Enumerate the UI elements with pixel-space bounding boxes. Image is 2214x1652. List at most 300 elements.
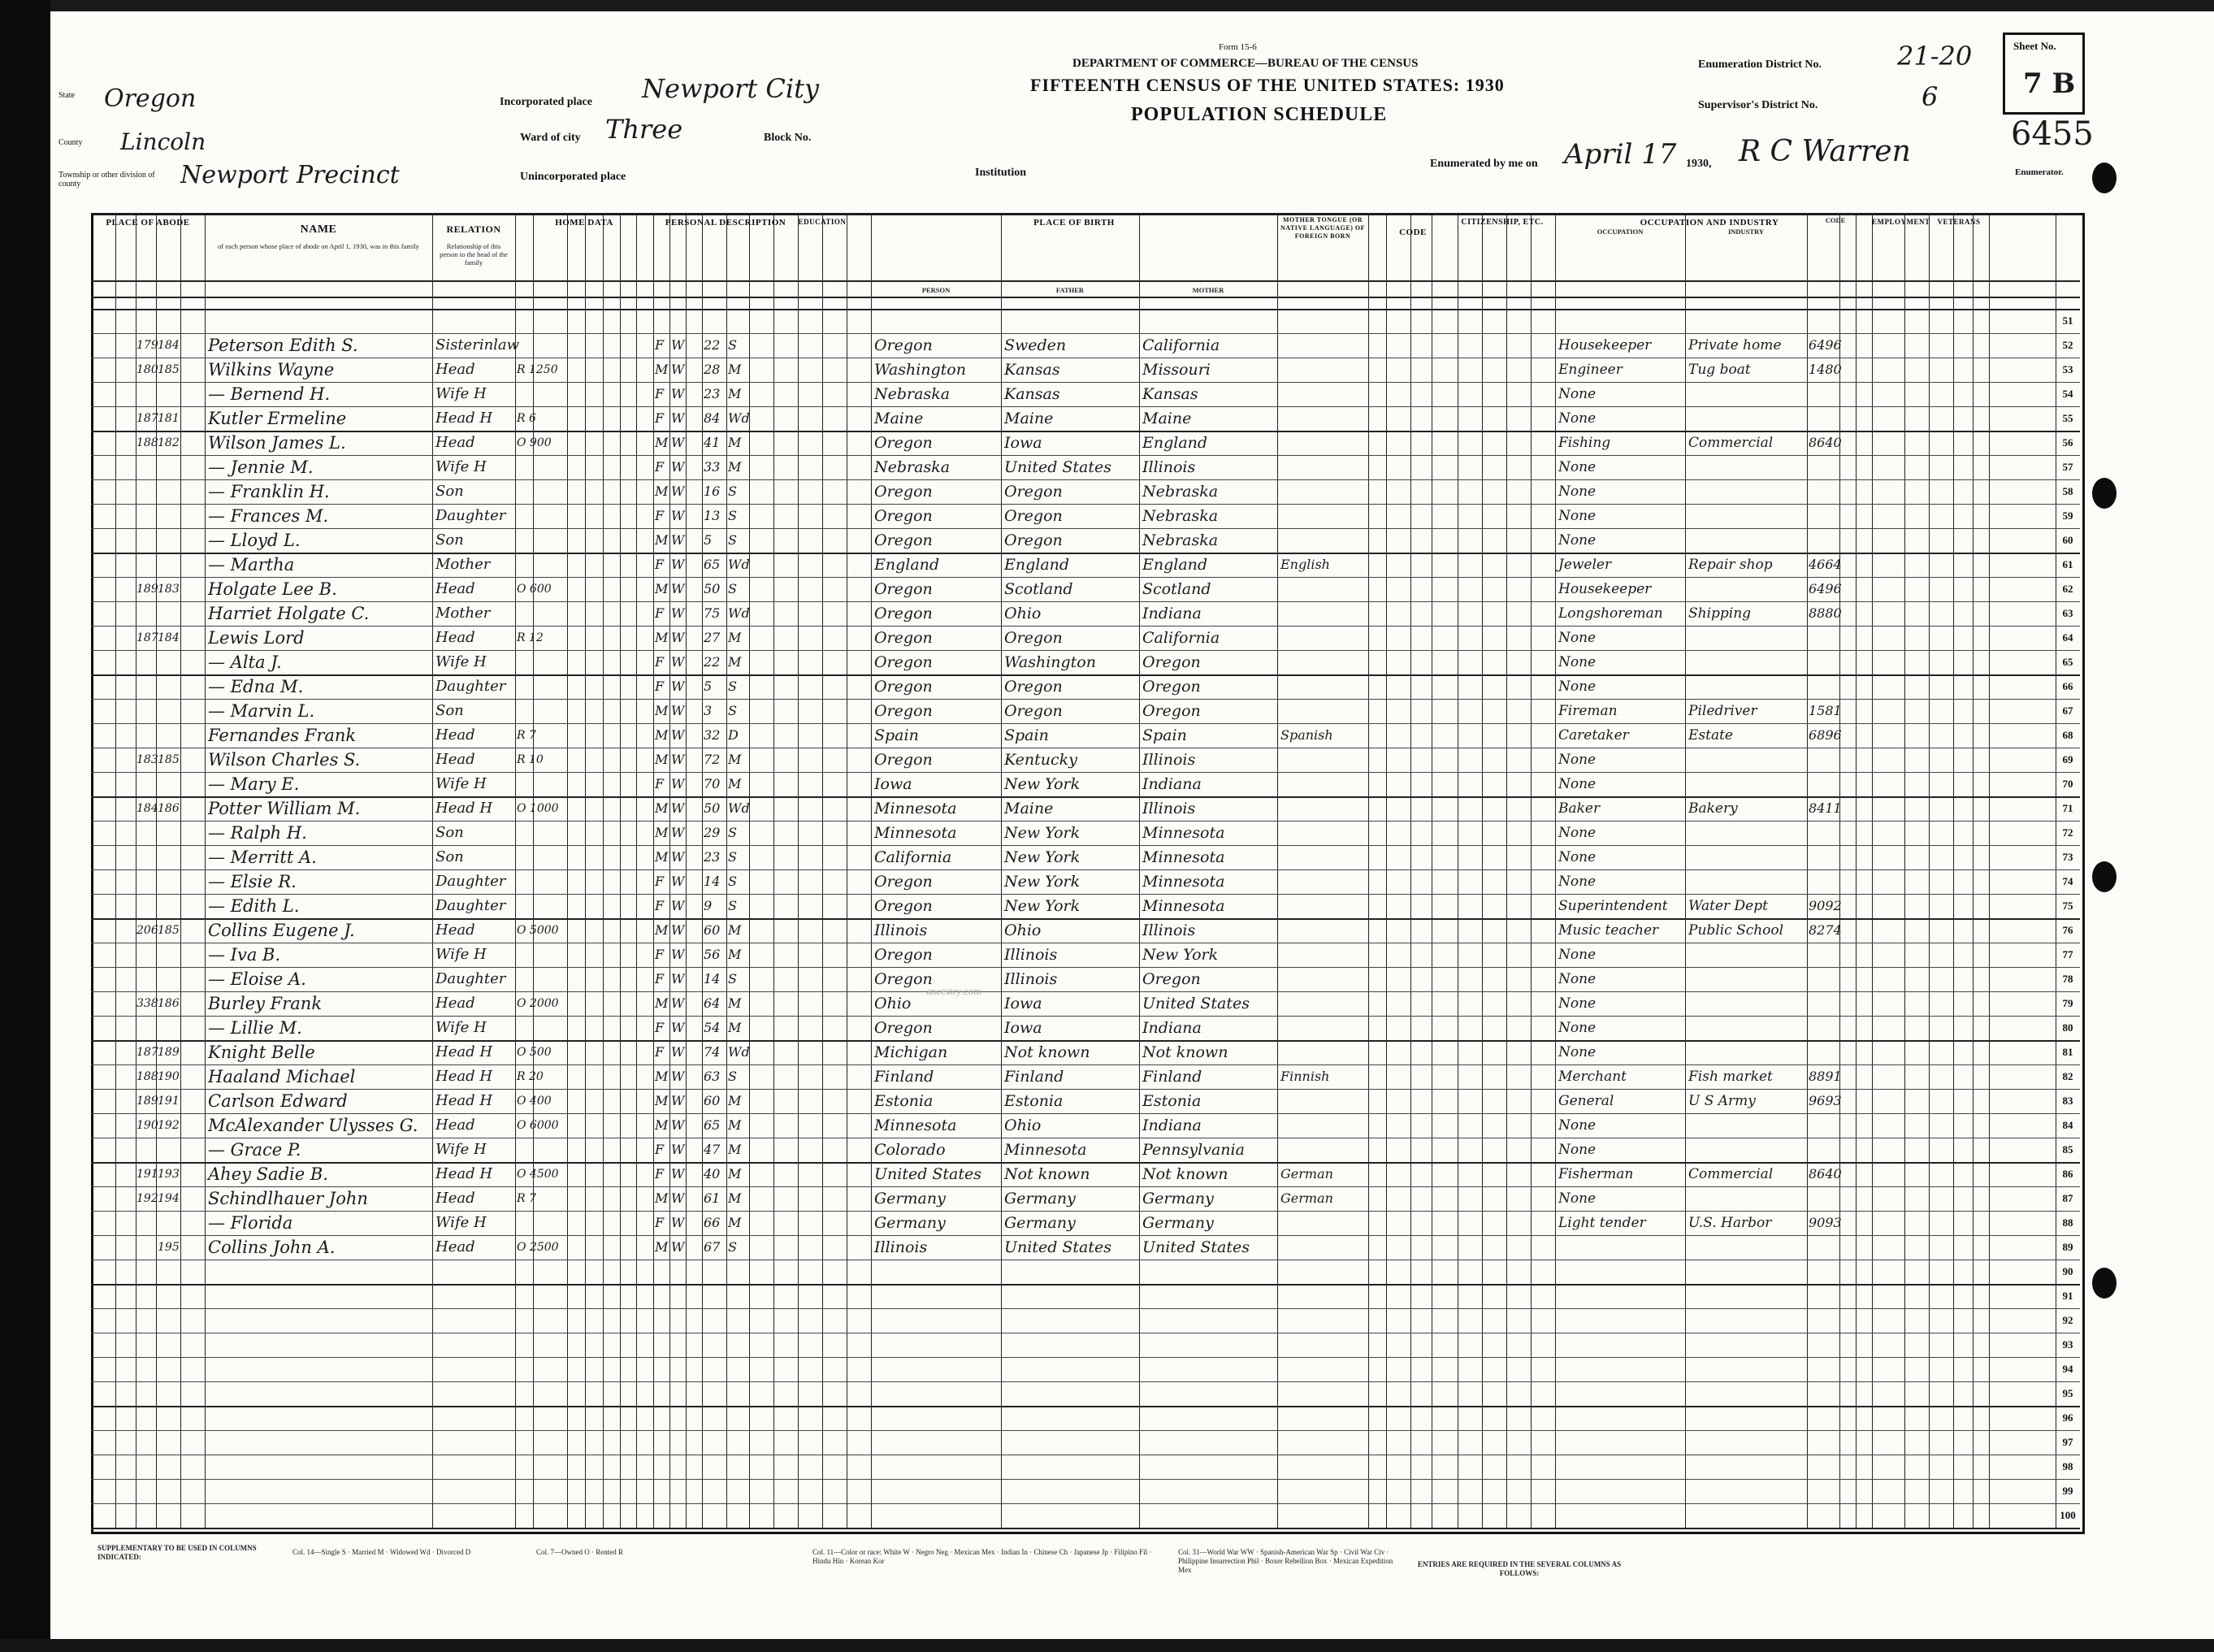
dwelling-number: 192 xyxy=(136,1192,158,1205)
stamp-number: 6455 xyxy=(2011,115,2094,153)
relation: Head H xyxy=(435,800,493,817)
marital-status: Wd xyxy=(728,557,750,572)
race: W xyxy=(671,995,685,1011)
birthplace-person: Oregon xyxy=(874,1019,933,1037)
age: 27 xyxy=(704,630,721,645)
industry-code: 9092 xyxy=(1809,898,1842,913)
age: 72 xyxy=(704,752,721,767)
dwelling-number: 189 xyxy=(136,1095,158,1108)
family-number: 186 xyxy=(158,802,180,815)
occupation: None xyxy=(1558,630,1597,646)
home-data: O 500 xyxy=(517,1046,552,1059)
birthplace-father: Sweden xyxy=(1004,336,1067,354)
race: W xyxy=(671,1215,685,1230)
person-name: Lewis Lord xyxy=(208,628,305,648)
grid-row-line xyxy=(91,723,2080,724)
race: W xyxy=(671,800,685,816)
grid-row-line xyxy=(91,1357,2080,1358)
line-number: 94 xyxy=(2062,1363,2073,1375)
birthplace-person: Colorado xyxy=(874,1141,946,1159)
person-name: — Iva B. xyxy=(208,945,281,965)
relation: Wife H xyxy=(435,775,487,792)
group-code: CODE xyxy=(1399,228,1427,237)
industry-code: 8274 xyxy=(1809,922,1842,938)
marital-status: M xyxy=(728,922,742,938)
race: W xyxy=(671,1190,685,1206)
birthplace-mother: England xyxy=(1142,556,1208,574)
industry-code: 8880 xyxy=(1809,605,1842,621)
form-number: Form 15-6 xyxy=(1219,42,1257,52)
occupation: None xyxy=(1558,483,1597,500)
sex: M xyxy=(655,362,669,377)
schedule-grid xyxy=(91,213,2085,1534)
marital-status: S xyxy=(728,849,737,865)
race: W xyxy=(671,1239,685,1255)
grid-row-line xyxy=(91,1186,2080,1187)
industry: Bakery xyxy=(1688,800,1738,817)
person-name: — Jennie M. xyxy=(208,457,314,477)
relation-subheader: Relationship of this person to the head of the family xyxy=(440,242,508,267)
age: 65 xyxy=(704,1117,721,1133)
line-number: 82 xyxy=(2062,1070,2073,1082)
grid-row-line xyxy=(91,333,2080,334)
grid-column-line xyxy=(636,213,637,1529)
birthplace-person: California xyxy=(874,848,952,866)
grid-column-line xyxy=(115,213,116,1529)
occupation: None xyxy=(1558,825,1597,841)
grid-row-line xyxy=(91,1528,2080,1529)
birthplace-person: Estonia xyxy=(874,1092,934,1110)
race: W xyxy=(671,1093,685,1108)
relation: Head xyxy=(435,434,475,451)
birthplace-person: Oregon xyxy=(874,483,933,501)
person-name: — Edna M. xyxy=(208,677,304,696)
punch-hole-icon xyxy=(2092,478,2117,509)
relation: Daughter xyxy=(435,897,506,914)
birthplace-mother: New York xyxy=(1142,946,1219,964)
state-label: State xyxy=(58,91,75,100)
birthplace-mother: Maine xyxy=(1142,410,1192,427)
birthplace-person: Germany xyxy=(874,1190,946,1208)
line-number: 79 xyxy=(2062,997,2073,1009)
sex: M xyxy=(655,727,669,743)
occupation: Fisherman xyxy=(1558,1166,1634,1182)
grid-row-line xyxy=(91,1381,2080,1382)
sex: F xyxy=(655,386,665,401)
relation: Daughter xyxy=(435,507,506,524)
occupation: None xyxy=(1558,1117,1597,1134)
birthplace-father: Ohio xyxy=(1004,921,1042,939)
race: W xyxy=(671,825,685,840)
birthplace-father: Maine xyxy=(1004,410,1054,427)
age: 63 xyxy=(704,1069,721,1084)
group-place-of-birth: PLACE OF BIRTH xyxy=(1033,218,1115,228)
age: 33 xyxy=(704,459,721,475)
race: W xyxy=(671,922,685,938)
family-number: 192 xyxy=(158,1119,180,1132)
marital-status: S xyxy=(728,971,737,986)
group-personal-description: PERSONAL DESCRIPTION xyxy=(665,218,786,228)
birthplace-father: Scotland xyxy=(1004,580,1073,598)
birthplace-person: Minnesota xyxy=(874,824,957,842)
sex: M xyxy=(655,825,669,840)
line-number: 57 xyxy=(2062,461,2073,473)
census-title: FIFTEENTH CENSUS OF THE UNITED STATES: 1930 xyxy=(1030,75,1505,95)
race: W xyxy=(671,1044,685,1060)
ward-value: Three xyxy=(605,114,683,145)
birthplace-person: Oregon xyxy=(874,702,933,720)
birthplace-mother: Nebraska xyxy=(1142,507,1219,525)
scan-edge-top xyxy=(0,0,2214,11)
race: W xyxy=(671,630,685,645)
birthplace-father: Kansas xyxy=(1004,361,1060,379)
grid-column-line xyxy=(1989,213,1990,1529)
occupation: Music teacher xyxy=(1558,922,1659,939)
marital-status: M xyxy=(728,1190,742,1206)
birthplace-mother: United States xyxy=(1142,995,1250,1012)
person-name: Carlson Edward xyxy=(208,1091,348,1111)
mother-tongue: Finnish xyxy=(1280,1069,1330,1084)
birthplace-mother: Spain xyxy=(1142,726,1187,744)
sex: F xyxy=(655,1044,665,1060)
occupation: None xyxy=(1558,947,1597,963)
grid-column-line xyxy=(1001,213,1002,1529)
sex: F xyxy=(655,557,665,572)
birthplace-person: Iowa xyxy=(874,775,912,793)
sex: M xyxy=(655,1239,669,1255)
birthplace-mother: Scotland xyxy=(1142,580,1211,598)
grid-column-line xyxy=(603,213,604,1529)
person-name: Wilson James L. xyxy=(208,433,346,453)
occupation: None xyxy=(1558,654,1597,670)
marital-status: M xyxy=(728,435,742,450)
marital-status: M xyxy=(728,1020,742,1035)
group-citizenship: CITIZENSHIP, ETC. xyxy=(1461,218,1544,227)
name-subheader: of each person whose place of abode on April 1, 1930, was in this family xyxy=(218,242,419,250)
industry: Commercial xyxy=(1688,435,1774,451)
home-data: O 400 xyxy=(517,1095,552,1108)
grid-row-line xyxy=(91,1284,2080,1286)
grid-row-line xyxy=(91,479,2080,480)
marital-status: M xyxy=(728,386,742,401)
occupation: None xyxy=(1558,679,1597,695)
relation: Wife H xyxy=(435,946,487,963)
relation: Head xyxy=(435,726,475,744)
grid-row-line xyxy=(91,821,2080,822)
marital-status: D xyxy=(728,727,739,743)
birthplace-mother: Oregon xyxy=(1142,702,1201,720)
sex: F xyxy=(655,605,665,621)
birthplace-mother: Minnesota xyxy=(1142,873,1225,891)
home-data: R 12 xyxy=(517,631,544,644)
marital-status: M xyxy=(728,1093,742,1108)
age: 50 xyxy=(704,581,721,596)
line-number: 83 xyxy=(2062,1095,2073,1107)
grid-row-line xyxy=(91,1113,2080,1114)
sex: F xyxy=(655,508,665,523)
person-name: — Lloyd L. xyxy=(208,531,301,550)
line-number: 77 xyxy=(2062,948,2073,960)
industry-code: 1581 xyxy=(1809,703,1842,718)
race: W xyxy=(671,727,685,743)
relation: Head xyxy=(435,995,475,1012)
marital-status: S xyxy=(728,1239,737,1255)
marital-status: Wd xyxy=(728,800,750,816)
age: 23 xyxy=(704,849,721,865)
marital-status: M xyxy=(728,1166,742,1182)
birthplace-father: New York xyxy=(1004,897,1081,915)
occupation: Engineer xyxy=(1558,362,1623,378)
sex: F xyxy=(655,971,665,986)
race: W xyxy=(671,435,685,450)
industry-code: 1480 xyxy=(1809,362,1842,377)
grid-header-line xyxy=(91,280,2080,282)
grid-row-line xyxy=(91,1479,2080,1480)
birthplace-father: Germany xyxy=(1004,1214,1076,1232)
marital-status: M xyxy=(728,995,742,1011)
line-number: 85 xyxy=(2062,1143,2073,1156)
line-number: 67 xyxy=(2062,705,2073,717)
grid-column-line xyxy=(773,213,774,1529)
family-number: 195 xyxy=(158,1241,180,1254)
sex: F xyxy=(655,654,665,670)
grid-row-line xyxy=(91,553,2080,554)
group-mother-tongue: MOTHER TONGUE (OR NATIVE LANGUAGE) OF FOREIGN BORN xyxy=(1280,216,1366,240)
person-name: — Elsie R. xyxy=(208,872,297,891)
line-number: 87 xyxy=(2062,1192,2073,1204)
birthplace-person: Oregon xyxy=(874,897,933,915)
sex: F xyxy=(655,410,665,426)
industry-code: 4664 xyxy=(1809,557,1842,572)
schedule-title: POPULATION SCHEDULE xyxy=(1131,104,1388,125)
birthplace-father: New York xyxy=(1004,873,1081,891)
footer-race-codes: Col. 11—Color or race: White W · Negro Neg · Mexican Mex · Indian In · Chinese Ch · Japanese Jp · Filipino Fil · Hindu Hin · Korean Kor xyxy=(812,1548,1152,1565)
grid-row-line xyxy=(91,1064,2080,1065)
grid-header-line xyxy=(91,297,2080,298)
industry: Fish market xyxy=(1688,1069,1773,1085)
line-number: 96 xyxy=(2062,1411,2073,1424)
race: W xyxy=(671,898,685,913)
industry-code: 8891 xyxy=(1809,1069,1842,1084)
punch-hole-icon xyxy=(2092,163,2117,193)
line-number: 60 xyxy=(2062,534,2073,546)
line-number: 59 xyxy=(2062,509,2073,522)
occupation: General xyxy=(1558,1093,1614,1109)
grid-column-line xyxy=(205,213,206,1529)
sex: F xyxy=(655,679,665,694)
birthplace-mother: Indiana xyxy=(1142,1019,1202,1037)
sex: F xyxy=(655,776,665,791)
age: 23 xyxy=(704,386,721,401)
person-name: — Alta J. xyxy=(208,653,282,672)
person-name: Holgate Lee B. xyxy=(208,579,337,599)
grid-column-line xyxy=(726,213,727,1529)
occupation: None xyxy=(1558,532,1597,548)
sex: F xyxy=(655,1020,665,1035)
occupation: None xyxy=(1558,776,1597,792)
birthplace-mother: Germany xyxy=(1142,1214,1214,1232)
grid-column-line xyxy=(702,213,703,1529)
age: 60 xyxy=(704,922,721,938)
grid-column-line xyxy=(1506,213,1507,1529)
sex: F xyxy=(655,874,665,889)
age: 75 xyxy=(704,605,721,621)
grid-column-line xyxy=(1839,213,1840,1529)
person-name: — Frances M. xyxy=(208,506,329,526)
dwelling-number: 338 xyxy=(136,997,158,1010)
relation: Son xyxy=(435,848,464,865)
line-number: 55 xyxy=(2062,412,2073,424)
family-number: 185 xyxy=(158,924,180,937)
race: W xyxy=(671,1020,685,1035)
marital-status: Wd xyxy=(728,410,750,426)
person-name: Wilkins Wayne xyxy=(208,360,335,379)
grid-row-line xyxy=(91,406,2080,407)
enumerated-year: 1930, xyxy=(1686,158,1712,170)
birthplace-father: Oregon xyxy=(1004,629,1063,647)
sex: M xyxy=(655,922,669,938)
line-number: 80 xyxy=(2062,1021,2073,1034)
person-name: — Ralph H. xyxy=(208,823,307,843)
birthplace-person: Oregon xyxy=(874,873,933,891)
birthplace-mother: Minnesota xyxy=(1142,824,1225,842)
person-name: Knight Belle xyxy=(208,1043,315,1062)
home-data: O 900 xyxy=(517,436,552,449)
birthplace-mother: Not known xyxy=(1142,1165,1228,1183)
marital-status: Wd xyxy=(728,605,750,621)
sex: M xyxy=(655,800,669,816)
line-number: 93 xyxy=(2062,1338,2073,1351)
grid-column-line xyxy=(1807,213,1808,1529)
marital-status: S xyxy=(728,874,737,889)
ancestry-watermark: ancestry.com xyxy=(926,985,982,997)
sex: M xyxy=(655,1117,669,1133)
sex: M xyxy=(655,995,669,1011)
person-name: Peterson Edith S. xyxy=(208,336,358,355)
relation: Head xyxy=(435,921,475,939)
sex: M xyxy=(655,1069,669,1084)
sex: M xyxy=(655,752,669,767)
birthplace-person: Illinois xyxy=(874,921,928,939)
person-name: — Eloise A. xyxy=(208,969,306,989)
age: 14 xyxy=(704,874,721,889)
person-name: — Florida xyxy=(208,1213,293,1233)
mother-tongue: English xyxy=(1280,557,1330,572)
line-number: 75 xyxy=(2062,900,2073,912)
birthplace-mother: Illinois xyxy=(1142,458,1196,476)
relation: Head xyxy=(435,1117,475,1134)
father-subheader: FATHER xyxy=(1055,286,1085,294)
age: 41 xyxy=(704,435,721,450)
home-data: R 7 xyxy=(517,1192,536,1205)
birthplace-person: Nebraska xyxy=(874,385,951,403)
age: 14 xyxy=(704,971,721,986)
birthplace-person: Oregon xyxy=(874,507,933,525)
person-name: Fernandes Frank xyxy=(208,726,357,745)
sheet-number-box xyxy=(2003,33,2085,115)
person-name: — Martha xyxy=(208,555,295,575)
birthplace-father: Iowa xyxy=(1004,1019,1042,1037)
marital-status: M xyxy=(728,1117,742,1133)
industry: Piledriver xyxy=(1688,703,1757,719)
industry-subheader: INDUSTRY xyxy=(1727,228,1765,236)
grid-row-line xyxy=(91,772,2080,773)
occupation: None xyxy=(1558,1142,1597,1158)
race: W xyxy=(671,1117,685,1133)
birthplace-mother: Illinois xyxy=(1142,751,1196,769)
line-number: 52 xyxy=(2062,339,2073,351)
birthplace-mother: Indiana xyxy=(1142,1117,1202,1134)
grid-column-line xyxy=(180,213,181,1529)
line-number: 64 xyxy=(2062,631,2073,644)
industry: U S Army xyxy=(1688,1093,1756,1109)
birthplace-mother: Illinois xyxy=(1142,800,1196,817)
birthplace-father: Not known xyxy=(1004,1043,1090,1061)
dwelling-number: 190 xyxy=(136,1119,158,1132)
birthplace-father: Oregon xyxy=(1004,702,1063,720)
relation: Daughter xyxy=(435,873,506,890)
group-occupation-industry: OCCUPATION AND INDUSTRY xyxy=(1640,218,1779,228)
birthplace-person: Oregon xyxy=(874,605,933,622)
race: W xyxy=(671,508,685,523)
supervisor-district-label: Supervisor's District No. xyxy=(1698,99,1818,111)
age: 47 xyxy=(704,1142,721,1157)
occupation: Housekeeper xyxy=(1558,581,1652,597)
birthplace-mother: Finland xyxy=(1142,1068,1202,1086)
county-label: County xyxy=(58,138,83,147)
age: 16 xyxy=(704,483,721,499)
dwelling-number: 180 xyxy=(136,363,158,376)
age: 5 xyxy=(704,532,713,548)
birthplace-person: Oregon xyxy=(874,629,933,647)
enumerated-label: Enumerated by me on xyxy=(1430,158,1538,170)
birthplace-person: Minnesota xyxy=(874,800,957,817)
birthplace-mother: Minnesota xyxy=(1142,897,1225,915)
sex: M xyxy=(655,532,669,548)
birthplace-person: Maine xyxy=(874,410,924,427)
age: 29 xyxy=(704,825,721,840)
dwelling-number: 206 xyxy=(136,924,158,937)
occupation: None xyxy=(1558,995,1597,1012)
grid-column-line xyxy=(1368,213,1369,1529)
grid-column-line xyxy=(1929,213,1930,1529)
grid-row-line xyxy=(91,309,2080,310)
marital-status: M xyxy=(728,752,742,767)
birthplace-mother: California xyxy=(1142,629,1220,647)
grid-row-line xyxy=(91,577,2080,578)
race: W xyxy=(671,483,685,499)
family-number: 185 xyxy=(158,753,180,766)
person-name: Burley Frank xyxy=(208,994,323,1013)
relation: Head xyxy=(435,1190,475,1207)
family-number: 186 xyxy=(158,997,180,1010)
mother-tongue: German xyxy=(1280,1166,1333,1182)
birthplace-person: Oregon xyxy=(874,970,933,988)
birthplace-father: Oregon xyxy=(1004,483,1063,501)
occupation: Merchant xyxy=(1558,1069,1627,1085)
person-name: — Edith L. xyxy=(208,896,300,916)
age: 22 xyxy=(704,654,721,670)
age: 13 xyxy=(704,508,721,523)
birthplace-person: Minnesota xyxy=(874,1117,957,1134)
birthplace-mother: Oregon xyxy=(1142,970,1201,988)
age: 64 xyxy=(704,995,721,1011)
race: W xyxy=(671,971,685,986)
relation: Wife H xyxy=(435,1141,487,1158)
supervisor-district-value: 6 xyxy=(1922,81,1939,112)
birthplace-father: United States xyxy=(1004,1238,1112,1256)
grid-row-line xyxy=(91,1211,2080,1212)
